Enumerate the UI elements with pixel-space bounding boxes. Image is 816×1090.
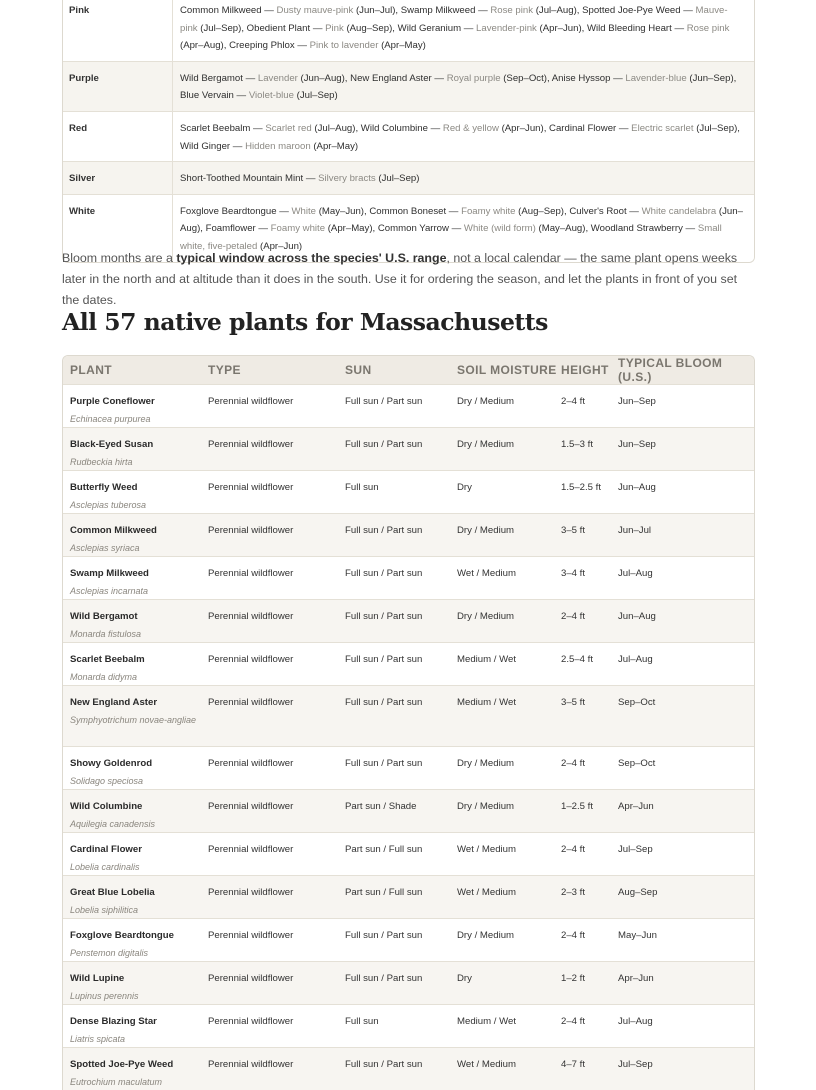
plant-soil: Medium / Wet (457, 654, 517, 665)
plant-type: Perennial wildflower (208, 482, 294, 493)
plant-scientific-name: Aquilegia canadensis (70, 818, 156, 829)
plant-type: Perennial wildflower (208, 525, 294, 536)
header-plant[interactable]: PLANT (70, 363, 112, 377)
color-plants: Foxglove Beardtongue — White (May–Jun), Common Boneset — Foamy white (Aug–Sep), Culver's Root — White candelabra (Jun–Aug), Foamflower — Foamy white (Apr–May), Common Yarrow — White (wild form) (May–Aug), Woodland Strawberry — Small white, five-petaled (Apr–Jun) (180, 205, 743, 252)
plant-sun: Full sun / Part sun (345, 758, 423, 769)
plant-months: (Apr–Jun) (260, 240, 303, 252)
plant-months: (Jun–Jul), (355, 5, 401, 16)
header-height[interactable]: HEIGHT (561, 363, 609, 377)
plant-cell (63, 643, 208, 685)
plant-soil: Medium / Wet (457, 1016, 517, 1027)
plant-bloom: Jun–Aug (618, 611, 656, 622)
color-plants: Wild Bergamot — Lavender (Jun–Aug), New England Aster — Royal purple (Sep–Oct), Anise Hyssop — Lavender-blue (Jun–Sep), Blue Vervain — Violet-blue (Jul–Sep) (180, 72, 737, 102)
plant-months: (Jul–Aug), (314, 122, 361, 134)
table-row (63, 384, 754, 427)
table-row (63, 1004, 754, 1047)
plant-height: 2–4 ft (561, 844, 586, 855)
plant-months: (Apr–Aug), (180, 40, 230, 52)
table-row (63, 685, 754, 746)
plant-type: Perennial wildflower (208, 396, 294, 407)
plant-color: Mauve-pink (180, 5, 728, 34)
plant-common-name[interactable]: Foxglove Beardtongue (70, 930, 174, 941)
plant-color: Small white, five-petaled (180, 223, 722, 252)
plant-scientific-name: Penstemon digitalis (70, 947, 149, 958)
plant-type: Perennial wildflower (208, 697, 294, 708)
plant-name[interactable]: Foamflower (205, 223, 256, 235)
color-plants: Short-Toothed Mountain Mint — Silvery bracts (Jul–Sep) (180, 173, 420, 185)
plant-scientific-name: Symphyotrichum novae-angliae (70, 714, 197, 725)
plant-cell (63, 600, 208, 642)
plant-name[interactable]: Short-Toothed Mountain Mint (180, 173, 304, 185)
plant-cell (63, 1005, 208, 1047)
plant-bloom: Jul–Sep (618, 1059, 653, 1070)
plant-months: (Apr–May), (327, 223, 378, 235)
header-soil-moisture[interactable]: SOIL MOISTURE (457, 363, 557, 377)
plant-name[interactable]: Scarlet Beebalm (180, 122, 251, 134)
plant-scientific-name: Solidago speciosa (70, 775, 144, 786)
plant-cell (63, 747, 208, 789)
plant-color: Scarlet red (265, 122, 312, 134)
plant-bloom: Sep–Oct (618, 758, 656, 769)
bloom-color-table (62, 0, 755, 263)
plant-soil: Wet / Medium (457, 1059, 517, 1070)
table-row (63, 875, 754, 918)
plant-cell (63, 385, 208, 427)
plant-color: White (291, 205, 317, 217)
plant-scientific-name: Echinacea purpurea (70, 413, 151, 424)
plant-cell (63, 557, 208, 599)
plant-type: Perennial wildflower (208, 930, 294, 941)
plant-months: (Apr–Jun), (539, 22, 587, 34)
plant-common-name[interactable]: Common Milkweed (70, 525, 157, 536)
plant-color: Foamy white (461, 205, 516, 217)
plant-months: (Aug–Sep), (346, 22, 398, 34)
table-row (63, 599, 754, 642)
header-type[interactable]: TYPE (208, 363, 241, 377)
plant-soil: Medium / Wet (457, 697, 517, 708)
plant-soil: Wet / Medium (457, 844, 517, 855)
plant-cell (63, 471, 208, 513)
plant-bloom: May–Jun (618, 930, 657, 941)
plant-cell (63, 686, 208, 746)
plant-name[interactable]: Swamp Milkweed (400, 5, 476, 16)
note-emphasis: typical window across the species' U.S. range (176, 251, 447, 265)
plant-name[interactable]: Common Yarrow (377, 223, 449, 235)
plant-name[interactable]: Common Milkweed (180, 5, 262, 16)
plant-height: 2–4 ft (561, 758, 586, 769)
plant-name[interactable]: Wild Ginger (180, 140, 231, 152)
color-name: Pink (63, 0, 173, 61)
header-bloom[interactable]: TYPICAL BLOOM (U.S.) (618, 356, 723, 384)
section-heading: All 57 native plants for Massachusetts (62, 308, 548, 336)
plant-height: 3–4 ft (561, 568, 586, 579)
plant-months: (Apr–May) (381, 40, 426, 52)
plant-common-name[interactable]: Showy Goldenrod (70, 758, 153, 769)
color-row (63, 161, 754, 194)
plant-common-name[interactable]: Great Blue Lobelia (70, 887, 155, 898)
plant-height: 1.5–3 ft (561, 439, 594, 450)
plant-bloom: Aug–Sep (618, 887, 658, 898)
color-name: Red (63, 112, 173, 161)
plant-name[interactable]: Wild Bleeding Heart (586, 22, 672, 34)
plant-name[interactable]: Anise Hyssop (551, 72, 611, 84)
plant-color: Silvery bracts (318, 173, 376, 185)
plant-bloom: Jul–Sep (618, 844, 653, 855)
plant-height: 1–2 ft (561, 973, 586, 984)
plant-table (62, 355, 755, 1090)
plant-type: Perennial wildflower (208, 887, 294, 898)
plant-height: 2–4 ft (561, 611, 586, 622)
plant-scientific-name: Lobelia cardinalis (70, 861, 140, 872)
plant-sun: Part sun / Full sun (345, 844, 423, 855)
plant-bloom: Jun–Aug (618, 482, 656, 493)
plant-scientific-name: Lupinus perennis (70, 990, 139, 1001)
plant-color: Hidden maroon (245, 140, 311, 152)
plant-scientific-name: Liatris spicata (70, 1033, 126, 1044)
plant-name[interactable]: New England Aster (350, 72, 432, 84)
plant-cell (63, 790, 208, 832)
plant-months: (Jul–Sep) (296, 90, 338, 102)
plant-color: Lavender-pink (476, 22, 537, 34)
plant-bloom: Jul–Aug (618, 568, 653, 579)
plant-height: 2.5–4 ft (561, 654, 594, 665)
plant-soil: Wet / Medium (457, 887, 517, 898)
header-sun[interactable]: SUN (345, 363, 372, 377)
color-name: Purple (63, 62, 173, 111)
plant-sun: Full sun / Part sun (345, 697, 423, 708)
plant-common-name[interactable]: Spotted Joe-Pye Weed (70, 1059, 174, 1070)
plant-months: (Aug–Sep), (518, 205, 570, 217)
plant-type: Perennial wildflower (208, 973, 294, 984)
plant-scientific-name: Asclepias tuberosa (70, 499, 147, 510)
plant-common-name[interactable]: Scarlet Beebalm (70, 654, 145, 665)
plant-cell (63, 962, 208, 1004)
plant-cell (63, 876, 208, 918)
color-plants: Scarlet Beebalm — Scarlet red (Jul–Aug), Wild Columbine — Red & yellow (Apr–Jun), Cardinal Flower — Electric scarlet (Jul–Sep), Wild Ginger — Hidden maroon (Apr–May) (180, 122, 740, 152)
table-row (63, 789, 754, 832)
plant-name[interactable]: Common Boneset (369, 205, 447, 217)
plant-months: (May–Aug), (538, 223, 591, 235)
plant-cell (63, 833, 208, 875)
plant-months: (Sep–Oct), (503, 72, 552, 84)
plant-months: (Jul–Aug), (535, 5, 583, 16)
plant-color: Dusty mauve-pink (276, 5, 354, 16)
table-row (63, 513, 754, 556)
plant-height: 2–4 ft (561, 1016, 586, 1027)
plant-soil: Dry / Medium (457, 525, 515, 536)
plant-color: White candelabra (641, 205, 717, 217)
plant-color: Pink (325, 22, 344, 34)
plant-bloom: Jul–Aug (618, 1016, 653, 1027)
note-suffix: , not a local calendar — the same plant opens weeks later in the north and at altitude than it does in the south. Use it for ordering the season, and let the plants in front of you set the dates. (62, 251, 738, 307)
plant-name[interactable]: Obedient Plant (246, 22, 311, 34)
plant-soil: Dry (457, 973, 472, 984)
plant-sun: Part sun / Full sun (345, 887, 423, 898)
plant-scientific-name: Eutrochium maculatum (70, 1076, 163, 1087)
plant-common-name[interactable]: Wild Bergamot (70, 611, 138, 622)
note-prefix: Bloom months are a (62, 251, 177, 265)
plant-table-header (63, 356, 754, 384)
plant-months: (Jul–Sep), (696, 122, 740, 134)
plant-cell (63, 428, 208, 470)
plant-months: (Jun–Sep), (689, 72, 737, 84)
plant-common-name[interactable]: Black-Eyed Susan (70, 439, 154, 450)
plant-common-name[interactable]: Butterfly Weed (70, 482, 138, 493)
plant-name[interactable]: Wild Bergamot (180, 72, 243, 84)
table-row (63, 642, 754, 685)
table-row (63, 746, 754, 789)
plant-height: 1–2.5 ft (561, 801, 594, 812)
plant-sun: Full sun / Part sun (345, 1059, 423, 1070)
table-row (63, 556, 754, 599)
plant-color: Rose pink (686, 22, 730, 34)
plant-months: (Apr–Jun), (501, 122, 550, 134)
plant-common-name[interactable]: Wild Lupine (70, 973, 125, 984)
plant-name[interactable]: Woodland Strawberry (590, 223, 683, 235)
plant-common-name[interactable]: Dense Blazing Star (70, 1016, 157, 1027)
color-name: White (63, 195, 173, 262)
color-name: Silver (63, 162, 173, 194)
plant-scientific-name: Rudbeckia hirta (70, 456, 133, 467)
plant-color: Violet-blue (248, 90, 294, 102)
plant-soil: Dry / Medium (457, 396, 515, 407)
plant-sun: Full sun (345, 1016, 379, 1027)
table-row (63, 427, 754, 470)
plant-name[interactable]: Spotted Joe-Pye Weed (582, 5, 681, 16)
plant-scientific-name: Asclepias syriaca (70, 542, 140, 553)
plant-color: Royal purple (446, 72, 501, 84)
table-row (63, 1047, 754, 1090)
plant-bloom: Jun–Sep (618, 439, 656, 450)
plant-soil: Dry / Medium (457, 758, 515, 769)
plant-months: (Jul–Sep) (378, 173, 420, 185)
plant-height: 3–5 ft (561, 697, 586, 708)
plant-soil: Dry (457, 482, 472, 493)
plant-months: (Apr–May) (313, 140, 359, 152)
plant-scientific-name: Monarda didyma (70, 671, 138, 682)
plant-soil: Dry / Medium (457, 439, 515, 450)
plant-name[interactable]: Wild Geranium (397, 22, 462, 34)
plant-color: White (wild form) (463, 223, 536, 235)
plant-type: Perennial wildflower (208, 758, 294, 769)
plant-common-name[interactable]: Swamp Milkweed (70, 568, 149, 579)
plant-type: Perennial wildflower (208, 844, 294, 855)
plant-type: Perennial wildflower (208, 611, 294, 622)
plant-sun: Full sun (345, 482, 379, 493)
plant-common-name[interactable]: New England Aster (70, 697, 158, 708)
plant-cell (63, 919, 208, 961)
plant-color: Lavender (257, 72, 298, 84)
plant-type: Perennial wildflower (208, 654, 294, 665)
table-row (63, 918, 754, 961)
plant-cell (63, 514, 208, 556)
plant-name[interactable]: Wild Columbine (360, 122, 428, 134)
plant-soil: Dry / Medium (457, 801, 515, 812)
color-row (63, 111, 754, 161)
plant-sun: Full sun / Part sun (345, 654, 423, 665)
plant-type: Perennial wildflower (208, 1059, 294, 1070)
plant-bloom: Jun–Sep (618, 396, 656, 407)
plant-color: Pink to lavender (309, 40, 379, 52)
table-row (63, 961, 754, 1004)
plant-sun: Full sun / Part sun (345, 930, 423, 941)
plant-sun: Full sun / Part sun (345, 568, 423, 579)
plant-height: 2–3 ft (561, 887, 586, 898)
plant-bloom: Jun–Jul (618, 525, 652, 536)
plant-scientific-name: Lobelia siphilitica (70, 904, 139, 915)
plant-name[interactable]: Creeping Phlox (229, 40, 295, 52)
plant-type: Perennial wildflower (208, 568, 294, 579)
plant-common-name[interactable]: Wild Columbine (70, 801, 143, 812)
plant-common-name[interactable]: Purple Coneflower (70, 396, 155, 407)
plant-months: (Jul–Sep), (200, 22, 247, 34)
plant-sun: Full sun / Part sun (345, 439, 423, 450)
plant-color: Rose pink (490, 5, 534, 16)
plant-sun: Full sun / Part sun (345, 525, 423, 536)
plant-name[interactable]: Blue Vervain (180, 90, 234, 102)
plant-height: 4–7 ft (561, 1059, 586, 1070)
plant-color: Electric scarlet (631, 122, 694, 134)
plant-cell (63, 1048, 208, 1090)
plant-name[interactable]: Foxglove Beardtongue (180, 205, 277, 217)
plant-color: Red & yellow (442, 122, 499, 134)
color-plants: Common Milkweed — Dusty mauve-pink (Jun–Jul), Swamp Milkweed — Rose pink (Jul–Aug), Spotted Joe-Pye Weed — Mauve-pink (Jul–Sep), Obedient Plant — Pink (Aug–Sep), Wild Geranium — Lavender-pink (Apr–Jun), Wild Bleeding Heart — Rose pink (Apr–Aug), Creeping Phlox — Pink to lavender (Apr–May) (180, 5, 730, 52)
plant-height: 1.5–2.5 ft (561, 482, 602, 493)
plant-type: Perennial wildflower (208, 439, 294, 450)
plant-months: (Jun–Aug), (300, 72, 351, 84)
plant-bloom: Jul–Aug (618, 654, 653, 665)
plant-soil: Dry / Medium (457, 611, 515, 622)
table-row (63, 832, 754, 875)
plant-height: 2–4 ft (561, 396, 586, 407)
color-row (63, 0, 754, 61)
plant-scientific-name: Monarda fistulosa (70, 628, 142, 639)
color-row (63, 61, 754, 111)
plant-months: (May–Jun), (318, 205, 370, 217)
plant-scientific-name: Asclepias incarnata (70, 585, 149, 596)
plant-color: Lavender-blue (625, 72, 687, 84)
plant-height: 3–5 ft (561, 525, 586, 536)
plant-common-name[interactable]: Cardinal Flower (70, 844, 142, 855)
table-row (63, 470, 754, 513)
plant-sun: Full sun / Part sun (345, 611, 423, 622)
plant-bloom: Apr–Jun (618, 973, 654, 984)
plant-sun: Full sun / Part sun (345, 396, 423, 407)
plant-height: 2–4 ft (561, 930, 586, 941)
plant-sun: Part sun / Shade (345, 801, 417, 812)
plant-sun: Full sun / Part sun (345, 973, 423, 984)
plant-type: Perennial wildflower (208, 1016, 294, 1027)
plant-type: Perennial wildflower (208, 801, 294, 812)
plant-months: (Jun–Aug), (180, 205, 743, 235)
bloom-note (62, 248, 753, 311)
plant-name[interactable]: Cardinal Flower (549, 122, 617, 134)
plant-bloom: Sep–Oct (618, 697, 656, 708)
plant-soil: Dry / Medium (457, 930, 515, 941)
plant-bloom: Apr–Jun (618, 801, 654, 812)
plant-name[interactable]: Culver's Root (569, 205, 627, 217)
plant-color: Foamy white (270, 223, 326, 235)
plant-soil: Wet / Medium (457, 568, 517, 579)
